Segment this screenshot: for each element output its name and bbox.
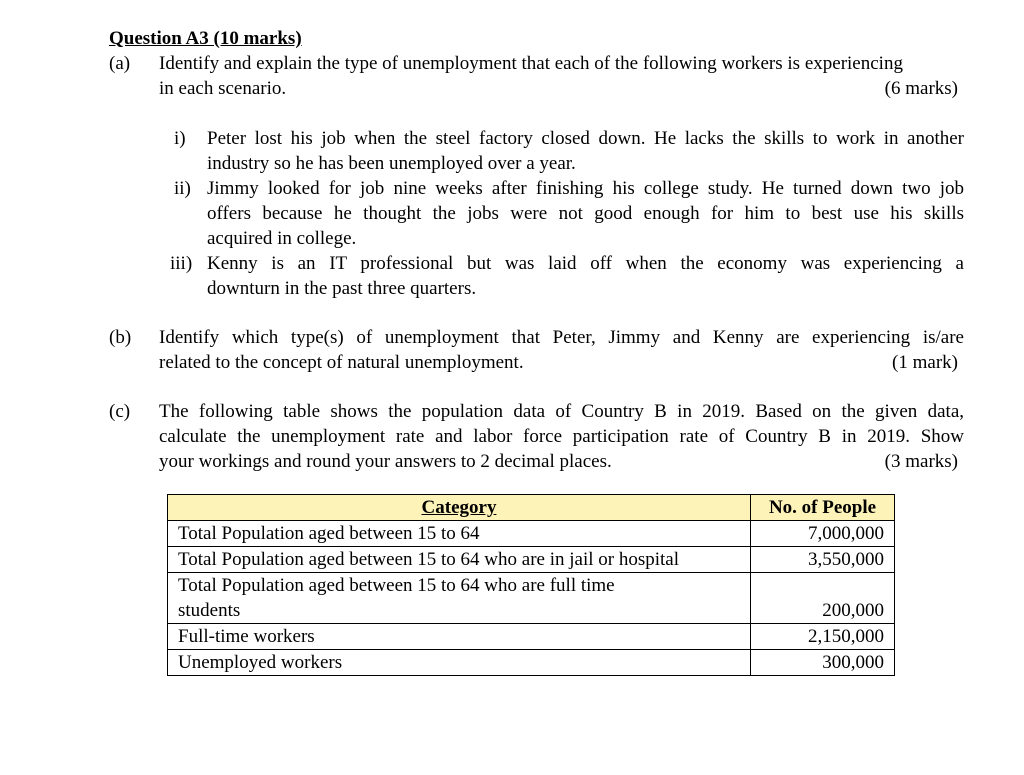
row-category-line1: Total Population aged between 15 to 64 who are full time xyxy=(178,575,615,596)
table-row xyxy=(168,624,895,650)
row-category: Full-time workers xyxy=(168,624,751,650)
row-count: 300,000 xyxy=(751,650,895,676)
part-b-text-line1: Identify which type(s) of unemployment that Peter, Jimmy and Kenny are experiencing is/are xyxy=(159,327,964,348)
row-count: 2,150,000 xyxy=(751,624,895,650)
item-ii-line1: Jimmy looked for job nine weeks after finishing his college study. He turned down two job xyxy=(207,178,964,199)
row-category-line2: students xyxy=(178,600,241,621)
item-iii-line1: Kenny is an IT professional but was laid off when the economy was experiencing a xyxy=(207,253,964,274)
part-c-label: (c) xyxy=(109,401,131,422)
part-c-text-line3: your workings and round your answers to 2 decimal places. xyxy=(159,451,612,472)
part-a-label: (a) xyxy=(109,53,131,74)
part-c-marks: (3 marks) xyxy=(884,451,958,472)
part-b-label: (b) xyxy=(109,327,132,348)
row-count: 7,000,000 xyxy=(751,521,895,547)
table-row xyxy=(168,573,895,624)
header-count: No. of People xyxy=(751,495,895,521)
row-category xyxy=(168,573,751,624)
part-a-text-line2: in each scenario. xyxy=(159,78,287,99)
row-category: Total Population aged between 15 to 64 xyxy=(168,521,751,547)
row-category: Total Population aged between 15 to 64 who are in jail or hospital xyxy=(168,547,751,573)
part-b-text-line2: related to the concept of natural unemployment. xyxy=(159,352,524,373)
item-i-line2: industry so he has been unemployed over a year. xyxy=(207,153,576,174)
table-row xyxy=(168,521,895,547)
table-header-row xyxy=(168,495,895,521)
population-table xyxy=(167,494,895,676)
header-category: Category xyxy=(168,495,751,521)
item-iii-line2: downturn in the past three quarters. xyxy=(207,278,477,299)
table-row xyxy=(168,650,895,676)
item-ii-label: ii) xyxy=(174,178,191,199)
table-row xyxy=(168,547,895,573)
row-count: 3,550,000 xyxy=(751,547,895,573)
part-c-text-line1: The following table shows the population data of Country B in 2019. Based on the given data, xyxy=(159,401,964,422)
item-i-label: i) xyxy=(174,128,186,149)
item-iii-label: iii) xyxy=(170,253,193,274)
item-ii-line3: acquired in college. xyxy=(207,228,357,249)
part-b-marks: (1 mark) xyxy=(892,352,958,373)
part-a-marks: (6 marks) xyxy=(884,78,958,99)
item-ii-line2: offers because he thought the jobs were not good enough for him to best use his skills xyxy=(207,203,964,224)
question-title: Question A3 (10 marks) xyxy=(109,28,302,49)
part-a-text-line1: Identify and explain the type of unemployment that each of the following workers is experiencing xyxy=(159,53,903,74)
item-i-line1: Peter lost his job when the steel factory closed down. He lacks the skills to work in another xyxy=(207,128,964,149)
row-category: Unemployed workers xyxy=(168,650,751,676)
row-count: 200,000 xyxy=(751,573,895,624)
part-c-text-line2: calculate the unemployment rate and labor force participation rate of Country B in 2019. Show xyxy=(159,426,964,447)
